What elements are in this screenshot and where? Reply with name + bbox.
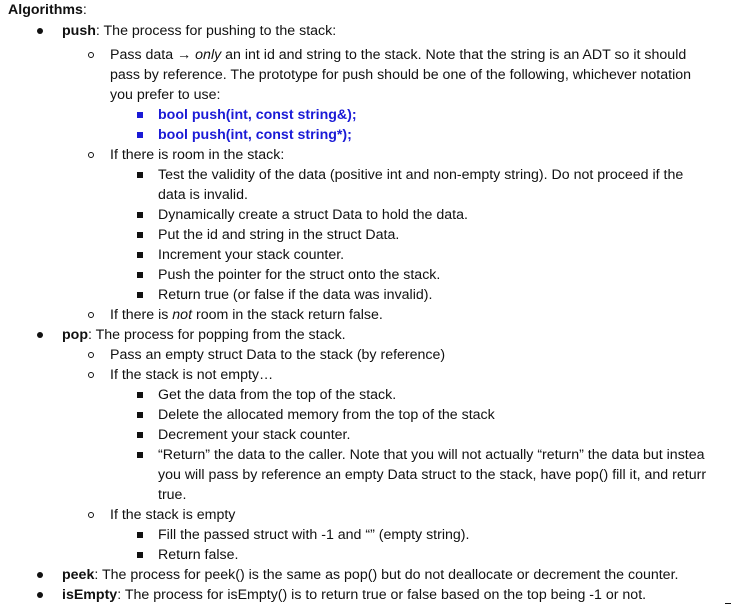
peek-desc: : The process for peek() is the same as pop() but do not deallocate or decrement the counter.	[94, 567, 679, 583]
page-edge-mark	[725, 603, 731, 604]
peek-term: peek	[62, 567, 95, 583]
bullet-square-icon	[137, 132, 143, 138]
pass-only: only	[195, 47, 222, 63]
algorithms-heading	[8, 0, 87, 20]
push-validity-line1: Test the validity of the data (positive int and non-empty string). Do not proceed if the	[158, 167, 684, 183]
pop-delete: Delete the allocated memory from the top of the stack	[158, 407, 495, 423]
isempty-term: isEmpty	[62, 587, 118, 603]
bullet-square-icon	[137, 272, 143, 278]
pop-return-line1: “Return” the data to the caller. Note that you will not actually “return” the data but instea	[158, 447, 705, 463]
pop-decrement: Decrement your stack counter.	[158, 427, 351, 443]
push-term: push	[62, 23, 96, 39]
heading-text: Algorithms	[8, 2, 83, 18]
bullet-square-icon	[137, 292, 143, 298]
push-item	[62, 21, 336, 41]
push-desc: : The process for pushing to the stack:	[95, 23, 337, 39]
noroom-not: not	[172, 307, 193, 323]
noroom-prefix: If there is	[110, 307, 173, 323]
push-dynamic: Dynamically create a struct Data to hold the data.	[158, 207, 468, 223]
bullet-square-icon	[137, 392, 143, 398]
push-prototype-1: bool push(int, const string&);	[158, 107, 357, 123]
bullet-dot-icon	[37, 28, 43, 34]
push-return: Return true (or false if the data was invalid).	[158, 287, 433, 303]
pass-rest: an int id and string to the stack. Note that the string is an ADT so it should	[221, 47, 687, 63]
pop-get: Get the data from the top of the stack.	[158, 387, 397, 403]
push-pass-line1	[110, 45, 686, 65]
pop-return-line2: you will pass by reference an empty Data struct to the stack, have pop() fill it, and returr	[158, 467, 707, 483]
bullet-circle-icon	[88, 352, 94, 358]
bullet-square-icon	[137, 432, 143, 438]
isempty-item	[62, 585, 646, 605]
push-prototype-2: bool push(int, const string*);	[158, 127, 352, 143]
push-pass-line2: pass by reference. The prototype for push should be one of the following, whichever notation	[110, 67, 692, 83]
peek-item	[62, 565, 678, 585]
noroom-rest: room in the stack return false.	[192, 307, 383, 323]
bullet-dot-icon	[37, 572, 43, 578]
bullet-circle-icon	[88, 312, 94, 318]
bullet-square-icon	[137, 172, 143, 178]
bullet-square-icon	[137, 112, 143, 118]
push-no-room	[110, 305, 383, 325]
bullet-dot-icon	[37, 592, 43, 598]
bullet-square-icon	[137, 552, 143, 558]
bullet-square-icon	[137, 232, 143, 238]
pop-return-line3: true.	[158, 487, 187, 503]
pop-return-false: Return false.	[158, 547, 239, 563]
bullet-square-icon	[137, 452, 143, 458]
push-pointer: Push the pointer for the struct onto the stack.	[158, 267, 441, 283]
bullet-square-icon	[137, 412, 143, 418]
pop-term: pop	[62, 327, 88, 343]
pop-desc: : The process for popping from the stack.	[88, 327, 346, 343]
bullet-circle-icon	[88, 152, 94, 158]
heading-colon: :	[82, 2, 87, 18]
push-put: Put the id and string in the struct Data.	[158, 227, 400, 243]
bullet-square-icon	[137, 252, 143, 258]
isempty-desc: : The process for isEmpty() is to return true or false based on the top being -1 or not.	[117, 587, 647, 603]
pop-empty: If the stack is empty	[110, 507, 236, 523]
push-validity-line2: data is invalid.	[158, 187, 248, 203]
push-increment: Increment your stack counter.	[158, 247, 345, 263]
pass-prefix: Pass data →	[110, 47, 196, 63]
pop-pass: Pass an empty struct Data to the stack (by reference)	[110, 347, 446, 363]
bullet-circle-icon	[88, 372, 94, 378]
pop-fill: Fill the passed struct with -1 and “” (empty string).	[158, 527, 470, 543]
push-room: If there is room in the stack:	[110, 147, 285, 163]
bullet-circle-icon	[88, 52, 94, 58]
bullet-circle-icon	[88, 512, 94, 518]
bullet-square-icon	[137, 212, 143, 218]
push-pass-line3: you prefer to use:	[110, 87, 221, 103]
bullet-dot-icon	[37, 332, 43, 338]
pop-item	[62, 325, 346, 345]
bullet-square-icon	[137, 532, 143, 538]
pop-not-empty: If the stack is not empty…	[110, 367, 274, 383]
